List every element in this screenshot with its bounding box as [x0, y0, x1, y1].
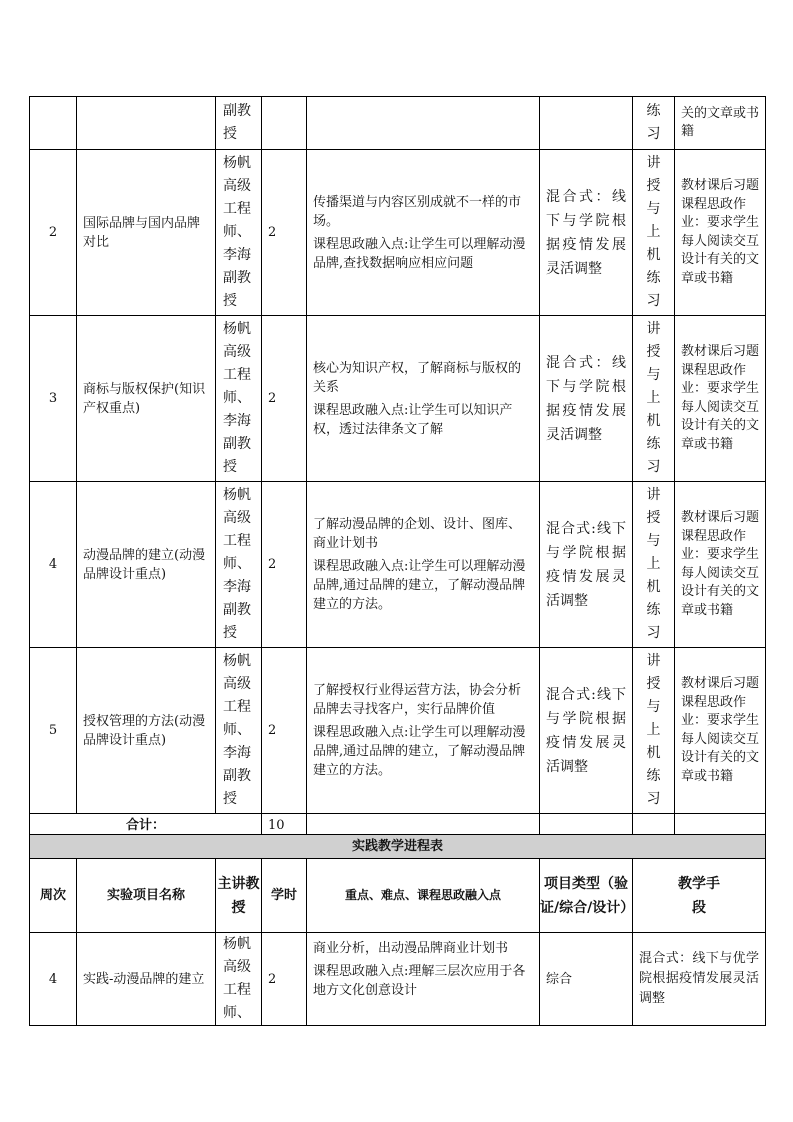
- method-cell: 讲授与上机练习: [633, 482, 675, 648]
- header-method: 教学手段: [633, 859, 766, 933]
- header-project-name: 实验项目名称: [77, 859, 216, 933]
- mode-cell: 混合式：线下与学院根据疫情发展灵活调整: [540, 316, 633, 482]
- ideology-text: 课程思政融入点:让学生可以知识产权，透过法律条文了解: [313, 402, 513, 437]
- header-hours: 学时: [262, 859, 307, 933]
- type-cell: 综合: [540, 933, 633, 1026]
- week-cell: 4: [30, 933, 77, 1026]
- week-cell: 5: [30, 648, 77, 814]
- week-cell: 4: [30, 482, 77, 648]
- project-name-cell: 国际品牌与国内品牌对比: [77, 150, 216, 316]
- hours-cell: 2: [262, 648, 307, 814]
- total-label: 合计：: [30, 814, 262, 838]
- teacher-cell: 杨帆高级工程师、: [216, 933, 262, 1026]
- header-type: 项目类型（验证/综合/设计）: [540, 859, 633, 933]
- project-name-cell: 实践-动漫品牌的建立: [77, 933, 216, 1026]
- hours-cell: 2: [262, 150, 307, 316]
- ideology-text: 课程思政融入点:让学生可以理解动漫品牌,通过品牌的建立，了解动漫品牌建立的方法。: [313, 559, 526, 612]
- content-text: 核心为知识产权，了解商标与版权的关系: [313, 360, 522, 395]
- header-content: 重点、难点、课程思政融入点: [307, 859, 540, 933]
- hours-cell: 2: [262, 933, 307, 1026]
- teacher-cell: 杨帆高级工程师、李海副教授: [216, 648, 262, 814]
- project-name-cell: 动漫品牌的建立(动漫品牌设计重点): [77, 482, 216, 648]
- header-week: 周次: [30, 859, 77, 933]
- table-row: [30, 316, 766, 482]
- method-cell: 练习: [633, 97, 675, 150]
- table-row: [30, 150, 766, 316]
- hours-cell: 2: [262, 482, 307, 648]
- teacher-cell: 副教授: [216, 97, 262, 150]
- content-text: 商业分析，出动漫品牌商业计划书: [313, 941, 509, 956]
- ideology-text: 课程思政融入点:理解三层次应用于各地方文化创意设计: [313, 964, 526, 998]
- header-teacher: 主讲教授: [216, 859, 262, 933]
- content-cell: [307, 482, 540, 648]
- table-row: [30, 933, 766, 1026]
- hours-cell: 2: [262, 316, 307, 482]
- total-hours: 10: [262, 814, 307, 838]
- teacher-cell: 杨帆高级工程师、李海副教授: [216, 316, 262, 482]
- method-cell: 混合式：线下与优学院根据疫情发展灵活调整: [633, 933, 766, 1026]
- assignment-cell: 教材课后习题课程思政作业：要求学生每人阅读交互设计有关的文章或书籍: [675, 316, 766, 482]
- project-name-cell: 商标与版权保护(知识产权重点): [77, 316, 216, 482]
- teacher-cell: 杨帆高级工程师、李海副教授: [216, 482, 262, 648]
- week-cell: 3: [30, 316, 77, 482]
- content-text: 了解动漫品牌的企划、设计、图库、商业计划书: [313, 517, 522, 551]
- table-row: [30, 482, 766, 648]
- header-row: [30, 859, 766, 933]
- assignment-cell: 关的文章或书籍: [675, 97, 766, 150]
- content-cell: [307, 316, 540, 482]
- content-cell: [307, 933, 540, 1026]
- practice-schedule-table: [29, 834, 766, 1026]
- mode-cell: 混合式:线下与学院根据疫情发展灵活调整: [540, 648, 633, 814]
- theory-schedule-table: [29, 96, 766, 838]
- section-title-row: [30, 835, 766, 859]
- project-name-cell: 授权管理的方法(动漫品牌设计重点): [77, 648, 216, 814]
- content-cell: [307, 150, 540, 316]
- section-title: 实践教学进程表: [30, 835, 766, 859]
- method-cell: 讲授与上机练习: [633, 648, 675, 814]
- method-cell: 讲授与上机练习: [633, 316, 675, 482]
- assignment-cell: 教材课后习题课程思政作业：要求学生每人阅读交互设计有关的文章或书籍: [675, 482, 766, 648]
- method-cell: 讲授与上机练习: [633, 150, 675, 316]
- content-cell: [307, 648, 540, 814]
- table-row: [30, 648, 766, 814]
- content-text: 了解授权行业得运营方法，协会分析品牌去寻找客户，实行品牌价值: [313, 683, 522, 717]
- ideology-text: 课程思政融入点:让学生可以理解动漫品牌,通过品牌的建立，了解动漫品牌建立的方法。: [313, 725, 526, 778]
- teacher-cell: 杨帆高级工程师、李海副教授: [216, 150, 262, 316]
- mode-cell: 混合式：线下与学院根据疫情发展灵活调整: [540, 150, 633, 316]
- assignment-cell: 教材课后习题课程思政作业：要求学生每人阅读交互设计有关的文章或书籍: [675, 648, 766, 814]
- table-row: [30, 97, 766, 150]
- mode-cell: 混合式:线下与学院根据疫情发展灵活调整: [540, 482, 633, 648]
- week-cell: 2: [30, 150, 77, 316]
- content-text: 传播渠道与内容区别成就不一样的市场。: [313, 194, 522, 229]
- assignment-cell: 教材课后习题课程思政作业：要求学生每人阅读交互设计有关的文章或书籍: [675, 150, 766, 316]
- ideology-text: 课程思政融入点:让学生可以理解动漫品牌,查找数据响应相应问题: [313, 236, 526, 271]
